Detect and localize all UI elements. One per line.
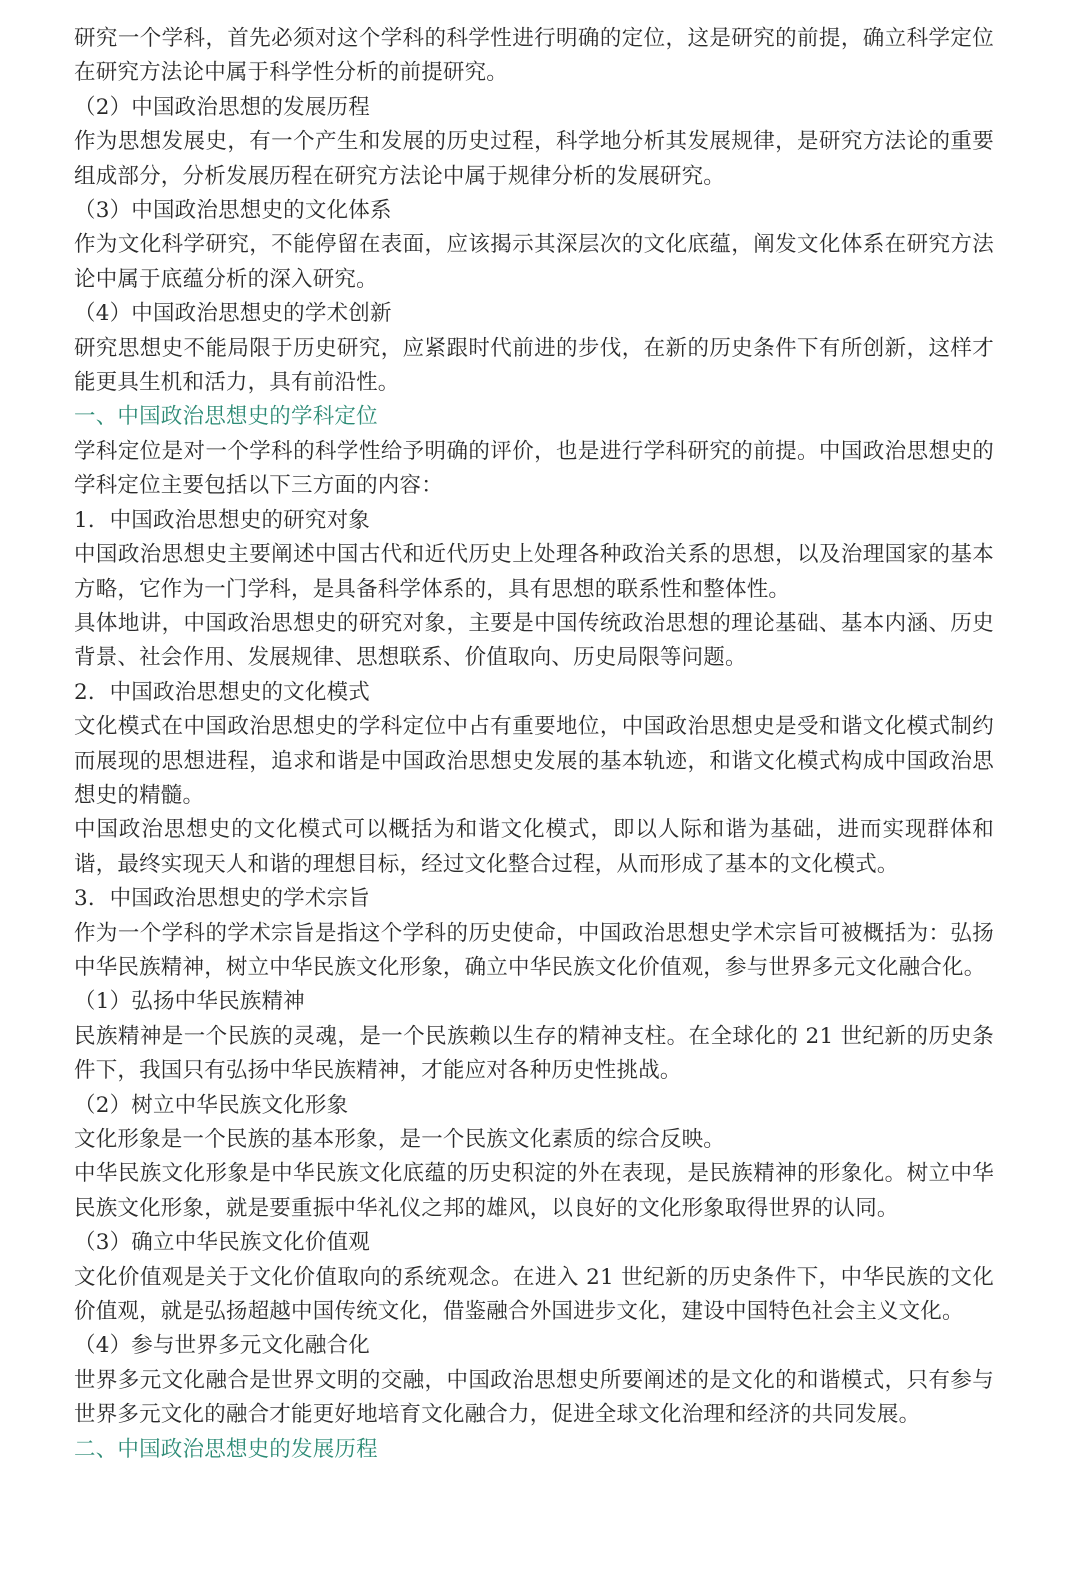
paragraph: 文化形象是一个民族的基本形象，是一个民族文化素质的综合反映。: [74, 1127, 726, 1152]
section-heading: 一、中国政治思想史的学科定位: [74, 404, 378, 430]
paragraph: 中华民族文化形象是中华民族文化底蕴的历史积淀的外在表现，是民族精神的形象化。树立中华民族文化形象，就是要重振中华礼仪之邦的雄风，以良好的文化形象取得世界的认同。: [74, 1161, 994, 1221]
paragraph: 研究一个学科，首先必须对这个学科的科学性进行明确的定位，这是研究的前提，确立科学定位在研究方法论中属于科学性分析的前提研究。: [74, 26, 994, 86]
subheading: （1）弘扬中华民族精神: [74, 989, 305, 1015]
paragraph: 世界多元文化融合是世界文明的交融，中国政治思想史所要阐述的是文化的和谐模式，只有参与世界多元文化的融合才能更好地培育文化融合力，促进全球文化治理和经济的共同发展。: [74, 1367, 994, 1428]
paragraph: 学科定位是对一个学科的科学性给予明确的评价，也是进行学科研究的前提。中国政治思想史的学科定位主要包括以下三方面的内容：: [74, 438, 994, 499]
subheading: （3）确立中华民族文化价值观: [74, 1230, 370, 1256]
section-heading: 二、中国政治思想史的发展历程: [74, 1436, 378, 1462]
document-body: [74, 22, 994, 1467]
paragraph: 文化价值观是关于文化价值取向的系统观念。在进入 21 世纪新的历史条件下，中华民族的文化价值观，就是弘扬超越中国传统文化，借鉴融合外国进步文化，建设中国特色社会主义文化。: [74, 1264, 994, 1325]
paragraph: 作为文化科学研究，不能停留在表面，应该揭示其深层次的文化底蕴，阐发文化体系在研究方法论中属于底蕴分析的深入研究。: [74, 232, 994, 292]
subheading: 2．中国政治思想史的文化模式: [74, 679, 370, 705]
paragraph: 研究思想史不能局限于历史研究，应紧跟时代前进的步伐，在新的历史条件下有所创新，这样才能更具生机和活力，具有前沿性。: [74, 335, 994, 396]
subheading: （4）参与世界多元文化融合化: [74, 1333, 370, 1359]
paragraph: 作为一个学科的学术宗旨是指这个学科的历史使命，中国政治思想史学术宗旨可被概括为：弘扬中华民族精神，树立中华民族文化形象，确立中华民族文化价值观，参与世界多元文化融合化。: [74, 920, 994, 980]
paragraph: 文化模式在中国政治思想史的学科定位中占有重要地位，中国政治思想史是受和谐文化模式制约而展现的思想进程，追求和谐是中国政治思想史发展的基本轨迹，和谐文化模式构成中国政治思想史的精髓。: [74, 714, 994, 808]
subheading: （3）中国政治思想史的文化体系: [74, 198, 392, 224]
subheading: 1．中国政治思想史的研究对象: [74, 507, 370, 533]
paragraph: 中国政治思想史主要阐述中国古代和近代历史上处理各种政治关系的思想，以及治理国家的基本方略，它作为一门学科，是具备科学体系的，具有思想的联系性和整体性。: [74, 542, 994, 602]
paragraph: 具体地讲，中国政治思想史的研究对象，主要是中国传统政治思想的理论基础、基本内涵、历史背景、社会作用、发展规律、思想联系、价值取向、历史局限等问题。: [74, 610, 994, 671]
paragraph: 民族精神是一个民族的灵魂，是一个民族赖以生存的精神支柱。在全球化的 21 世纪新的历史条件下，我国只有弘扬中华民族精神，才能应对各种历史性挑战。: [74, 1023, 994, 1084]
paragraph: 中国政治思想史的文化模式可以概括为和谐文化模式，即以人际和谐为基础，进而实现群体和谐，最终实现天人和谐的理想目标，经过文化整合过程，从而形成了基本的文化模式。: [74, 817, 994, 877]
subheading: （2）树立中华民族文化形象: [74, 1092, 349, 1118]
subheading: 3．中国政治思想史的学术宗旨: [74, 886, 370, 912]
paragraph: 作为思想发展史，有一个产生和发展的历史过程，科学地分析其发展规律，是研究方法论的重要组成部分，分析发展历程在研究方法论中属于规律分析的发展研究。: [74, 129, 994, 189]
subheading: （4）中国政治思想史的学术创新: [74, 301, 392, 327]
subheading: （2）中国政治思想的发展历程: [74, 94, 370, 120]
